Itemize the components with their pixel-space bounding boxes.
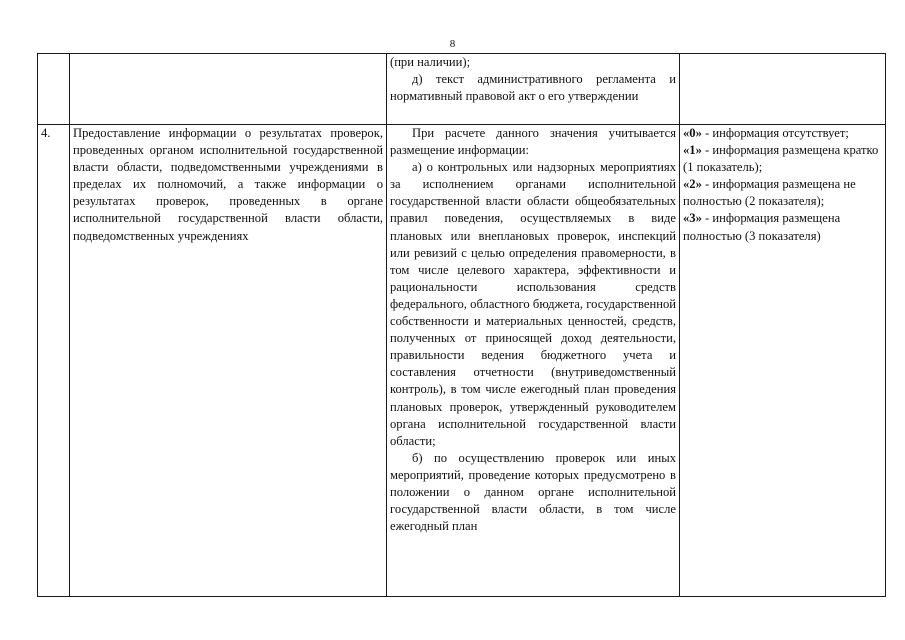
score-item bbox=[683, 176, 882, 210]
criteria-table bbox=[37, 53, 886, 597]
score-item bbox=[683, 142, 882, 176]
score-key: «2» bbox=[683, 177, 702, 192]
indicator-name-cell bbox=[70, 125, 387, 597]
score-key: «3» bbox=[683, 211, 702, 226]
indicator-name-text: Предоставление информации о результатах проверок, проведенных органом исполнительной государственной власти области, подведомственными учреждениями в пределах их полномочий, а также информации о результатах проверок, проведенных в органе исполнительной государственной власти области, подведомственных учреждениях bbox=[73, 126, 383, 243]
score-cell bbox=[680, 54, 886, 125]
calculation-method-cell bbox=[387, 125, 680, 597]
method-paragraph: При расчете данного значения учитывается размещение информации: bbox=[390, 126, 676, 158]
method-text-block bbox=[390, 125, 676, 596]
score-key: «0» bbox=[683, 126, 702, 140]
row-number-cell: 4. bbox=[38, 125, 70, 597]
method-paragraph: а) о контрольных или надзорных мероприятиях за исполнением органами исполнительной государственной власти области общеобязательных правил поведения, осуществляемых в виде плановых или внеплановых проверок, инспекций или ревизий с целью определения правомерности, в том числе целевого характера, эффективности и рациональности использования средств федерального, областного бюджета, государственной собственности и материальных ценностей, средств, полученных от приносящей доход деятельности, правильности ведения бюджетного учета и составления отчетности (внутриведомственный контроль), в том числе ежегодный план проведения плановых проверок, утвержденный руководителем органа исполнительной государственной власти области; bbox=[390, 160, 676, 448]
score-cell bbox=[680, 125, 886, 597]
method-paragraph: (при наличии); bbox=[390, 55, 471, 69]
score-text: - информация размещена не полностью (2 показателя); bbox=[683, 177, 856, 209]
score-text: - информация отсутствует; bbox=[701, 126, 849, 140]
score-item bbox=[683, 210, 882, 244]
table-row-4 bbox=[38, 125, 886, 597]
table-row-continuation bbox=[38, 54, 886, 125]
score-key: «1» bbox=[683, 143, 702, 158]
calculation-method-cell bbox=[387, 54, 680, 125]
method-paragraph: б) по осуществлению проверок или иных мероприятий, проведение которых предусмотрено в положении о данном органе исполнительной государственной власти области, в том числе ежегодный план bbox=[390, 450, 676, 534]
page-number: 8 bbox=[449, 38, 456, 50]
score-text: - информация размещена полностью (3 показателя) bbox=[683, 211, 841, 243]
score-text: - информация размещена кратко (1 показатель); bbox=[683, 143, 879, 175]
row-number-cell bbox=[38, 54, 70, 125]
indicator-name-cell bbox=[70, 54, 387, 125]
method-paragraph: д) текст административного регламента и нормативный правовой акт о его утверждении bbox=[390, 72, 676, 104]
score-item bbox=[683, 125, 882, 142]
